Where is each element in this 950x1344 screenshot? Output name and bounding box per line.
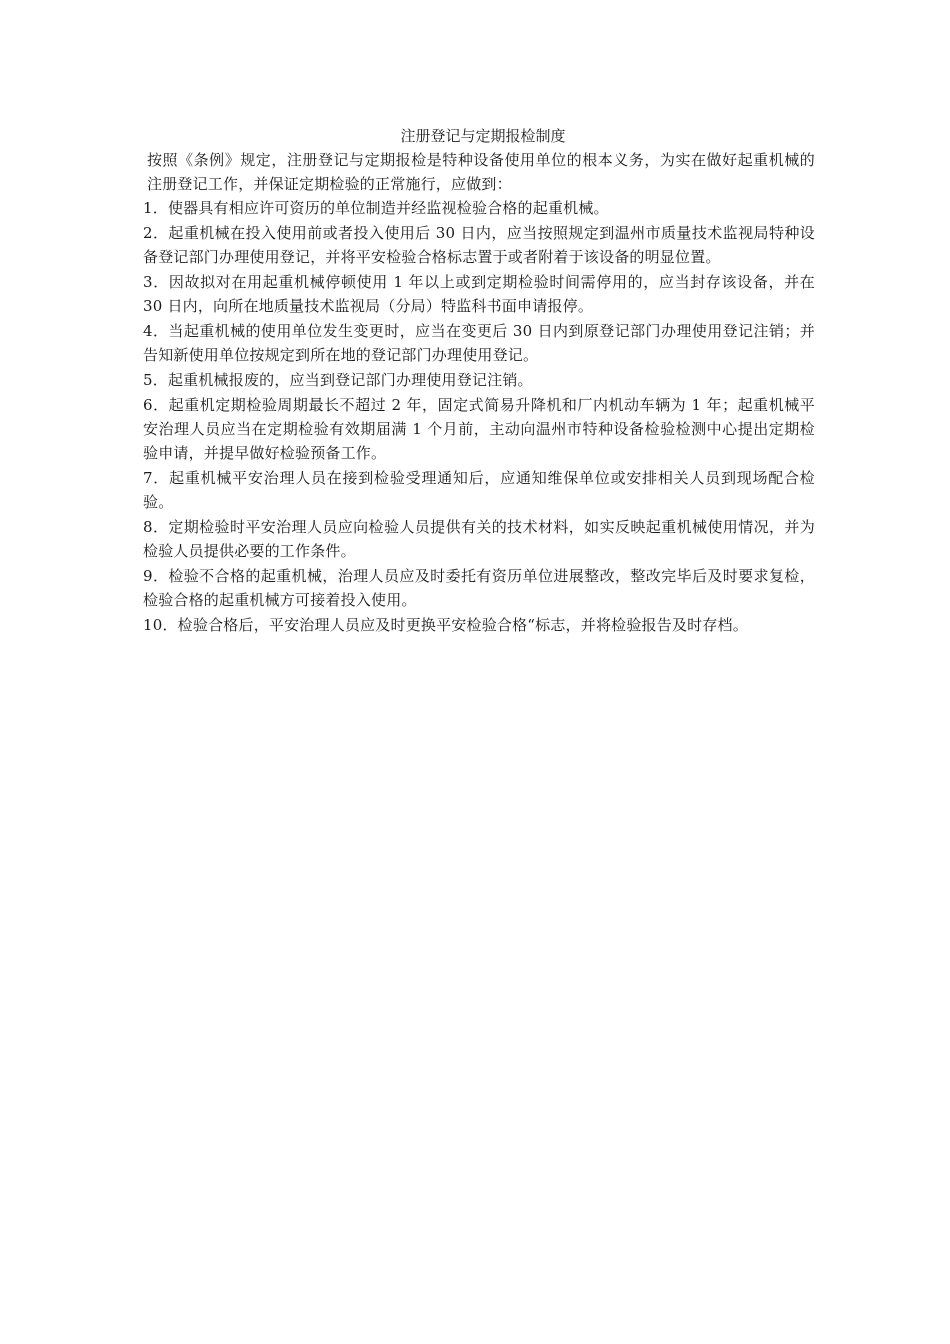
list-item: 3．因故拟对在用起重机械停顿使用 1 年以上或到定期检验时间需停用的，应当封存该设备，并在 30 日内，向所在地质量技术监视局（分局）特监科书面申请报停。 <box>143 273 815 315</box>
list-item: 9．检验不合格的起重机械，治理人员应及时委托有资历单位进展整改，整改完毕后及时要求复检，检验合格的起重机械方可接着投入使用。 <box>143 567 815 609</box>
list-item: 6．起重机定期检验周期最长不超过 2 年，固定式简易升降机和厂内机动车辆为 1 年；起重机械平安治理人员应当在定期检验有效期届满 1 个月前，主动向温州市特种设备检验检测中心提出定期检验申请，并提早做好检验预备工作。 <box>143 396 815 462</box>
document-title: 注册登记与定期报检制度 <box>400 127 566 145</box>
list-item: 1．使器具有相应许可资历的单位制造并经监视检验合格的起重机械。 <box>143 199 609 217</box>
list-item: 4．当起重机械的使用单位发生变更时，应当在变更后 30 日内到原登记部门办理使用登记注销；并告知新使用单位按规定到所在地的登记部门办理使用登记。 <box>143 322 815 364</box>
item-list <box>143 196 815 637</box>
list-item: 10．检验合格后，平安治理人员应及时更换平安检验合格“标志，并将检验报告及时存档。 <box>143 616 748 634</box>
list-item: 2．起重机械在投入使用前或者投入使用后 30 日内，应当按照规定到温州市质量技术监视局特种设备登记部门办理使用登记，并将平安检验合格标志置于或者附着于该设备的明显位置。 <box>143 224 815 266</box>
intro-paragraph: 按照《条例》规定，注册登记与定期报检是特种设备使用单位的根本义务，为实在做好起重机械的注册登记工作，并保证定期检验的正常施行，应做到： <box>147 151 815 193</box>
list-item: 5．起重机械报废的，应当到登记部门办理使用登记注销。 <box>143 371 533 389</box>
list-item: 7．起重机械平安治理人员在接到检验受理通知后，应通知维保单位或安排相关人员到现场配合检验。 <box>143 469 815 511</box>
document-page <box>143 124 815 637</box>
list-item: 8．定期检验时平安治理人员应向检验人员提供有关的技术材料，如实反映起重机械使用情况，并为检验人员提供必要的工作条件。 <box>143 518 815 560</box>
